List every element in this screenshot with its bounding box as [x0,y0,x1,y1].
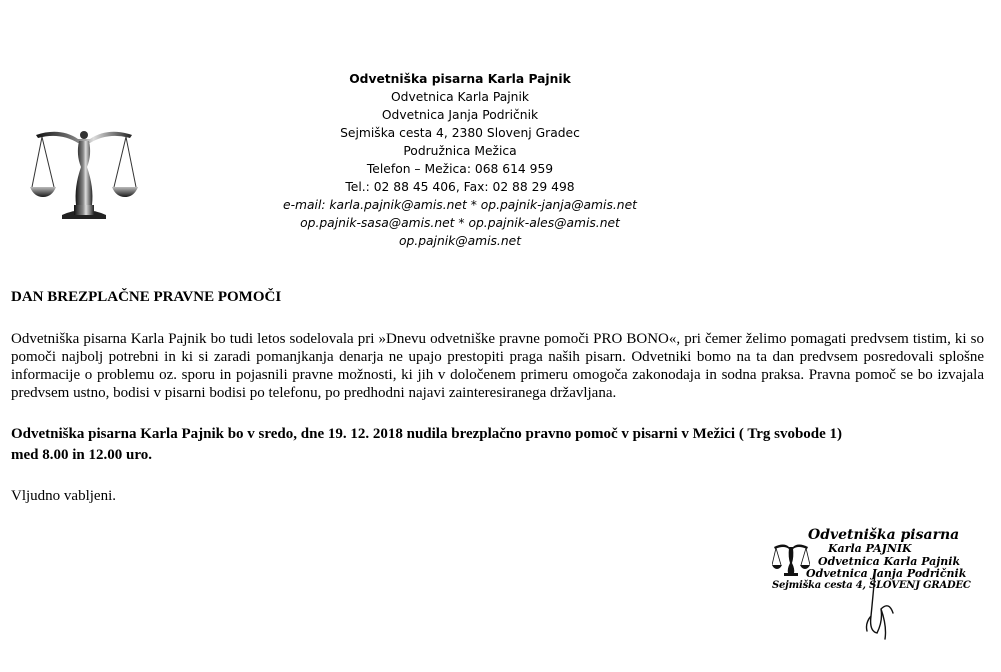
stamp-scales-icon [772,541,810,577]
letterhead [240,70,680,250]
stamp-line: Karla PAJNIK [828,542,912,555]
scales-of-justice-logo [30,125,138,225]
stamp-line: Odvetnica Karla Pajnik [818,555,961,568]
stamp-line: Sejmiška cesta 4, SLOVENJ GRADEC [772,580,971,591]
body-paragraph: Odvetniška pisarna Karla Pajnik bo tudi letos sodelovala pri »Dnevu odvetniške pravne pomoči PRO BONO«, pri čemer želimo pomagati predvsem tistim, ki so pomoči najbolj potrebni in ki si zaradi pomanjkanja denarja ne upajo prestopiti praga naših pisarn. Odvetniki bomo na ta dan predvsem posredovali splošne informacije o problemu oz. sporu in pojasnili pravne možnosti, ki jih v določenem primeru omogoča zakonodaja in sodna praksa. Pravna pomoč se bo izvajala predvsem ustno, bodisi v pisarni bodisi po telefonu, po predhodni najavi zainteresiranega državljana. [11,331,984,401]
email-line: e-mail: karla.pajnik@amis.net * op.pajnik-janja@amis.net [283,198,637,212]
branch: Podružnica Mežica [403,144,517,158]
email-line: op.pajnik@amis.net [398,234,522,248]
attorney-name: Odvetnica Karla Pajnik [390,90,529,104]
email-line: op.pajnik-sasa@amis.net * op.pajnik-ales@amis.net [300,216,620,230]
stamp-line: Odvetnica Janja Podričnik [806,567,967,580]
office-stamp [770,527,970,642]
closing-line: Vljudno vabljeni. [11,488,116,504]
handwritten-signature [855,571,905,641]
stamp-title: Odvetniška pisarna [808,527,960,543]
document-heading: DAN BREZPLAČNE PRAVNE POMOČI [11,289,282,305]
event-notice [11,424,986,466]
address: Sejmiška cesta 4, 2380 Slovenj Gradec [340,126,580,140]
firm-name: Odvetniška pisarna Karla Pajnik [349,72,571,86]
phone-fax: Tel.: 02 88 45 406, Fax: 02 88 29 498 [345,180,575,194]
phone-mezica: Telefon – Mežica: 068 614 959 [366,162,554,176]
event-notice-line: Odvetniška pisarna Karla Pajnik bo v sredo, dne 19. 12. 2018 nudila brezplačno pravno pomoč v pisarni v Mežici ( Trg svobode 1) [11,426,843,442]
event-notice-line: med 8.00 in 12.00 uro. [11,447,152,463]
attorney-name: Odvetnica Janja Podričnik [381,108,539,122]
